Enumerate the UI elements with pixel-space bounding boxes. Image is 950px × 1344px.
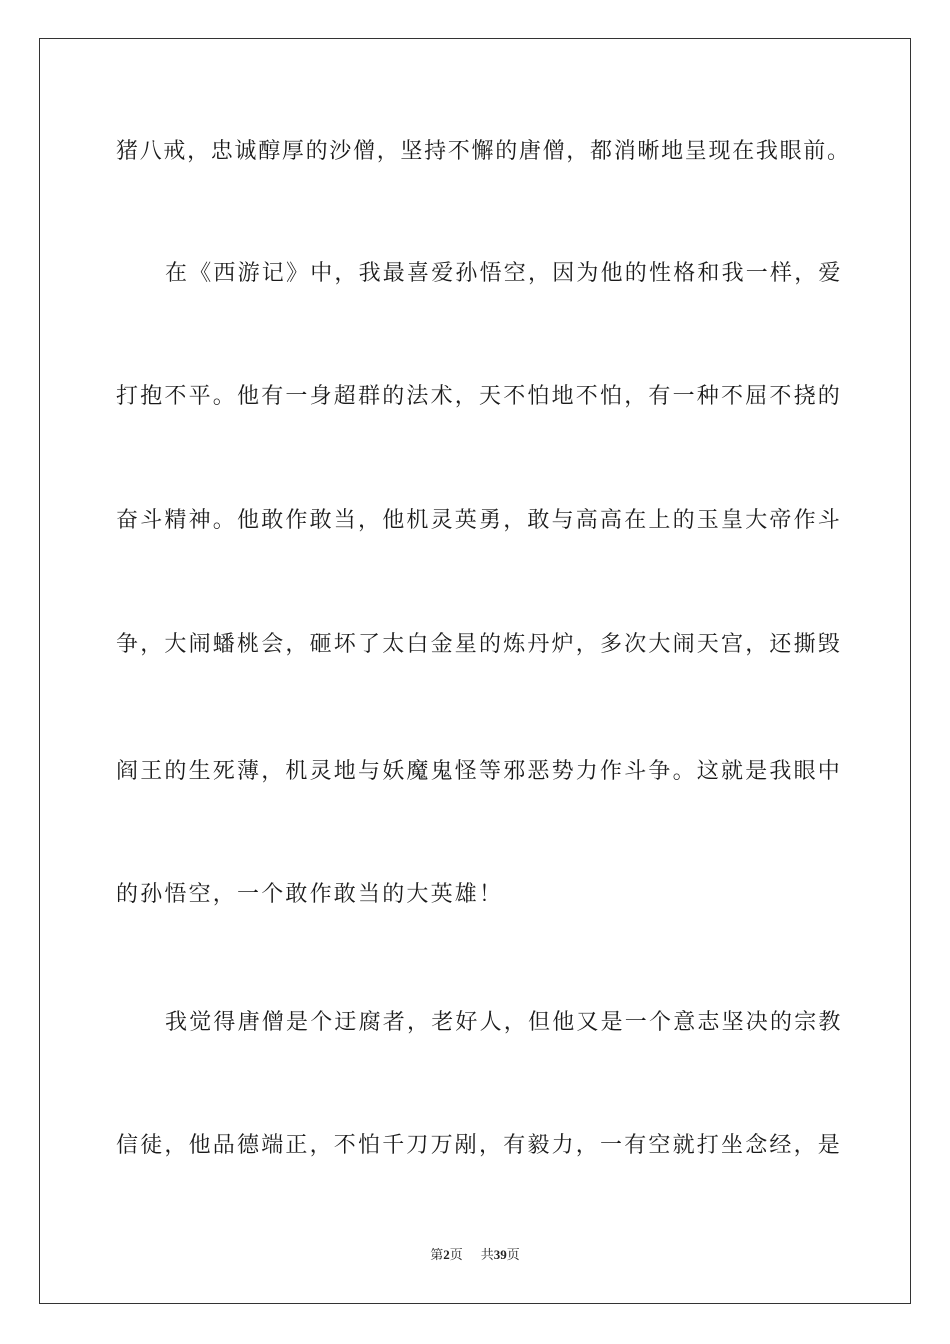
page-border [39,38,911,1304]
total-label-suffix: 页 [506,1248,520,1263]
total-label-prefix: 共 [480,1248,494,1263]
paragraph-line: 我觉得唐僧是个迂腐者，老好人，但他又是一个意志坚决的宗教 [165,1010,843,1035]
paragraph-line: 争，大闹蟠桃会，砸坏了太白金星的炼丹炉，多次大闹天宫，还撕毁 [116,632,843,657]
paragraph-line: 打抱不平。他有一身超群的法术，天不怕地不怕，有一种不屈不挠的 [116,384,843,409]
paragraph-line: 信徒，他品德端正，不怕千刀万剐，有毅力，一有空就打坐念经，是 [116,1133,843,1158]
paragraph-line: 在《西游记》中，我最喜爱孙悟空，因为他的性格和我一样，爱 [165,261,843,286]
paragraph-line: 猪八戒，忠诚醇厚的沙僧，坚持不懈的唐僧，都消晰地呈现在我眼前。 [116,139,851,164]
paragraph-line: 阎王的生死薄，机灵地与妖魔鬼怪等邪恶势力作斗争。这就是我眼中 [116,759,843,784]
page-label-suffix: 页 [449,1248,463,1263]
total-pages: 39 [493,1247,507,1262]
page-footer [0,1246,950,1265]
page-label-prefix: 第 [430,1248,444,1263]
page-number: 2 [443,1247,450,1262]
paragraph-line: 奋斗精神。他敢作敢当，他机灵英勇，敢与高高在上的玉皇大帝作斗 [116,508,843,533]
paragraph-line: 的孙悟空，一个敢作敢当的大英雄！ [116,882,504,907]
